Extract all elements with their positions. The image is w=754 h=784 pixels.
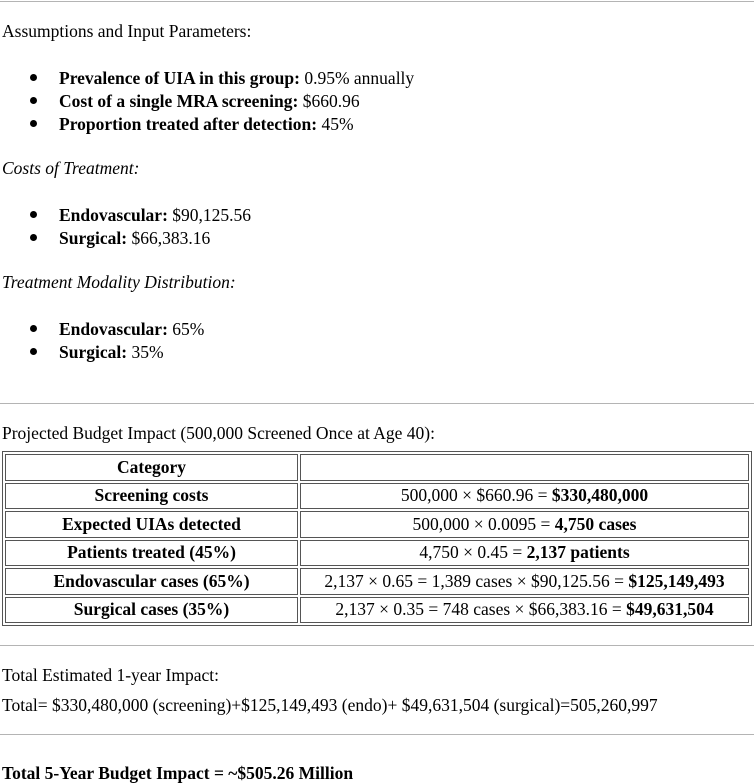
section-divider — [0, 403, 754, 404]
row-value — [300, 483, 749, 510]
item-value: 0.95% annually — [299, 68, 415, 88]
header-category: Category — [5, 454, 298, 481]
list-item — [59, 114, 354, 134]
list-item — [59, 228, 210, 248]
top-divider — [0, 1, 754, 2]
row-result: $330,480,000 — [551, 485, 649, 506]
total-equation: Total= $330,480,000 (screening)+$125,149,493 (endo)+ $49,631,504 (surgical)=505,260,997 — [2, 695, 658, 715]
row-category: Patients treated (45%) — [5, 540, 298, 567]
table-header-row — [5, 454, 749, 481]
item-value: 35% — [127, 342, 164, 362]
row-value — [300, 511, 749, 538]
five-year-total: Total 5-Year Budget Impact = ~$505.26 Million — [2, 763, 354, 783]
bullet-icon — [30, 74, 37, 81]
table-row — [5, 540, 749, 567]
row-result: $125,149,493 — [628, 570, 725, 591]
section-divider — [0, 734, 754, 735]
row-value — [300, 597, 749, 624]
item-label: Surgical: — [59, 228, 128, 248]
row-category: Screening costs — [5, 483, 298, 510]
row-formula: 4,750 × 0.45 = — [419, 542, 527, 563]
bullet-icon — [30, 97, 37, 104]
table-row — [5, 511, 749, 538]
item-label: Proportion treated after detection: — [59, 114, 318, 134]
row-category: Expected UIAs detected — [5, 511, 298, 538]
item-label: Cost of a single MRA screening: — [59, 91, 299, 111]
bullet-icon — [30, 234, 37, 241]
table-row — [5, 597, 749, 624]
modality-heading: Treatment Modality Distribution: — [2, 272, 236, 292]
item-value: $660.96 — [298, 91, 360, 111]
list-item — [59, 68, 414, 88]
bullet-icon — [30, 325, 37, 332]
item-value: $66,383.16 — [127, 228, 211, 248]
row-category: Surgical cases (35%) — [5, 597, 298, 624]
bullet-icon — [30, 348, 37, 355]
budget-heading: Projected Budget Impact (500,000 Screened Once at Age 40): — [2, 423, 435, 443]
table-row — [5, 568, 749, 595]
row-value — [300, 540, 749, 567]
row-formula: 2,137 × 0.65 = 1,389 cases × $90,125.56 = — [324, 570, 629, 591]
row-result: 4,750 cases — [554, 513, 637, 534]
assumptions-heading: Assumptions and Input Parameters: — [2, 21, 252, 41]
budget-table — [2, 451, 752, 626]
list-item — [59, 91, 360, 111]
row-value — [300, 568, 749, 595]
row-result: 2,137 patients — [526, 542, 630, 563]
item-value: $90,125.56 — [167, 205, 252, 225]
bullet-icon — [30, 120, 37, 127]
list-item — [59, 319, 204, 339]
row-formula: 500,000 × $660.96 = — [400, 485, 552, 506]
section-divider — [0, 645, 754, 646]
total-heading: Total Estimated 1-year Impact: — [2, 665, 219, 685]
item-value: 45% — [317, 114, 354, 134]
row-formula: 2,137 × 0.35 = 748 cases × $66,383.16 = — [335, 599, 627, 620]
treatment-costs-heading: Costs of Treatment: — [2, 158, 140, 178]
item-label: Endovascular: — [59, 319, 168, 339]
table-row — [5, 483, 749, 510]
item-label: Prevalence of UIA in this group: — [59, 68, 300, 88]
row-result: $49,631,504 — [626, 599, 714, 620]
bullet-icon — [30, 211, 37, 218]
item-label: Surgical: — [59, 342, 128, 362]
list-item — [59, 205, 251, 225]
row-formula: 500,000 × 0.0095 = — [412, 513, 555, 534]
item-value: 65% — [167, 319, 205, 339]
row-category: Endovascular cases (65%) — [5, 568, 298, 595]
header-value — [300, 454, 749, 481]
list-item — [59, 342, 164, 362]
item-label: Endovascular: — [59, 205, 168, 225]
